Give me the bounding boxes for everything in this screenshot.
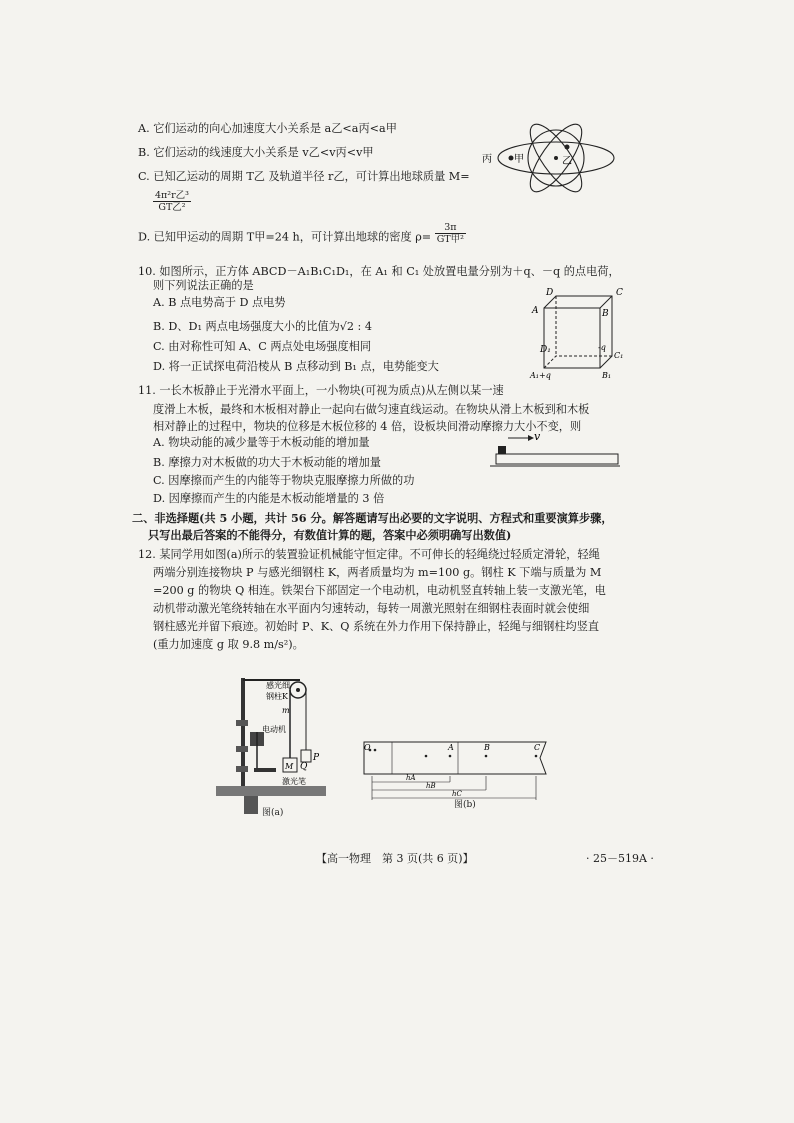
vertex-b1: B₁ bbox=[602, 371, 612, 380]
q9-c-denominator: GT乙² bbox=[158, 202, 186, 213]
q11-stem-2: 度滑上木板，最终和木板相对静止一起向右做匀速直线运动。在物块从滑上木板到和木板 bbox=[153, 403, 590, 416]
satellite-orbits-figure bbox=[480, 114, 620, 202]
q10-option-a: A. B 点电势高于 D 点电势 bbox=[153, 296, 286, 309]
q10-option-c: C. 由对称性可知 A、C 两点处电场强度相同 bbox=[153, 340, 372, 353]
q12-line-4: 动机带动激光笔绕转轴在水平面内匀速转动，每转一周激光照射在细钢柱表面时就会使细 bbox=[153, 602, 590, 615]
mark-o: O bbox=[364, 743, 371, 752]
h-a-label: hA bbox=[406, 774, 416, 782]
figure-b-caption: 图(b) bbox=[454, 800, 476, 810]
q9-option-c-fraction bbox=[153, 190, 191, 213]
q12-line-2: 两端分别连接物块 P 与感光细钢柱 K，两者质量均为 m=100 g。钢柱 K 下端与质量为 M bbox=[153, 566, 602, 579]
q9-option-b: B. 它们运动的线速度大小关系是 v乙<v丙<v甲 bbox=[138, 146, 374, 159]
vertex-d: D bbox=[546, 288, 554, 298]
q9-c-numerator: 4π²r乙³ bbox=[155, 190, 189, 201]
cube-figure bbox=[528, 286, 628, 382]
label-laser: 激光笔 bbox=[282, 777, 306, 786]
q11-option-a: A. 物块动能的减少量等于木板动能的增加量 bbox=[153, 436, 370, 449]
q10-option-d: D. 将一正试探电荷沿棱从 B 点移动到 B₁ 点，电势能变大 bbox=[153, 360, 439, 373]
q9-option-a: A. 它们运动的向心加速度大小关系是 a乙<a丙<a甲 bbox=[138, 122, 397, 135]
q9-d-denominator: GT甲² bbox=[436, 234, 464, 245]
apparatus-figure-a bbox=[210, 668, 340, 818]
q9-option-c: C. 已知乙运动的周期 T乙 及轨道半径 r乙，可计算出地球质量 M= bbox=[138, 170, 470, 183]
vertex-a: A bbox=[532, 306, 539, 316]
page-footer: 【高一物理 第 3 页(共 6 页)】 bbox=[316, 852, 474, 865]
label-rod-2: 钢柱K bbox=[266, 692, 288, 701]
section-2-line-2: 只写出最后答案的不能得分，有数值计算的题，答案中必须明确写出数值) bbox=[148, 528, 512, 542]
q12-line-1: 12. 某同学用如图(a)所示的装置验证机械能守恒定律。不可伸长的轻绳绕过轻质定滑轮，轻绳 bbox=[138, 548, 600, 561]
q10-option-b: B. D、D₁ 两点电场强度大小的比值为√2 : 4 bbox=[153, 320, 372, 333]
mark-a: A bbox=[448, 743, 454, 752]
label-p: P bbox=[313, 753, 320, 763]
board-block-figure bbox=[488, 428, 622, 470]
label-yi: 乙 bbox=[562, 156, 572, 167]
charge-negative: -q bbox=[598, 343, 606, 352]
h-c-label: hC bbox=[452, 790, 462, 798]
vertex-a1: A₁+q bbox=[530, 371, 551, 380]
label-rod-1: 感光细 bbox=[266, 681, 290, 690]
section-2-line-1: 二、非选择题(共 5 小题，共计 56 分。解答题请写出必要的文字说明、方程式和重要演算步骤， bbox=[132, 511, 613, 525]
label-jia: 甲 bbox=[514, 154, 524, 165]
q12-line-3: =200 g 的物块 Q 相连。铁架台下部固定一个电动机，电动机竖直转轴上装一支激光笔，电 bbox=[153, 584, 606, 597]
figure-a-caption: 图(a) bbox=[262, 808, 284, 818]
q12-line-5: 钢柱感光并留下痕迹。初始时 P、K、Q 系统在外力作用下保持静止，轻绳与细钢柱均竖直 bbox=[153, 620, 600, 633]
velocity-label: v bbox=[534, 430, 541, 443]
label-m-small: m bbox=[282, 706, 290, 715]
q11-option-b: B. 摩擦力对木板做的功大于木板动能的增加量 bbox=[153, 456, 381, 469]
label-m-big: M bbox=[285, 762, 294, 771]
q11-stem-1: 11. 一长木板静止于光滑水平面上，一小物块(可视为质点)从左侧以某一速 bbox=[138, 384, 504, 397]
label-q: Q bbox=[300, 762, 308, 772]
exam-code: · 25－519A · bbox=[586, 852, 654, 865]
vertex-d1: D₁ bbox=[540, 345, 551, 355]
q11-stem-3: 相对静止的过程中，物块的位移是木板位移的 4 倍，设板块间滑动摩擦力大小不变，则 bbox=[153, 420, 582, 433]
q12-line-6: (重力加速度 g 取 9.8 m/s²)。 bbox=[153, 638, 304, 651]
vertex-b: B bbox=[602, 309, 609, 319]
q11-option-d: D. 因摩擦而产生的内能是木板动能增量的 3 倍 bbox=[153, 492, 385, 505]
q10-stem-1: 10. 如图所示，正方体 ABCD－A₁B₁C₁D₁，在 A₁ 和 C₁ 处放置电量分别为＋q、－q 的点电荷， bbox=[138, 265, 620, 278]
q11-option-c: C. 因摩擦而产生的内能等于物块克服摩擦力所做的功 bbox=[153, 474, 415, 487]
mark-c: C bbox=[534, 743, 541, 752]
vertex-c1: C₁ bbox=[614, 351, 624, 360]
q9-d-numerator: 3π bbox=[435, 222, 466, 234]
mark-b: B bbox=[484, 743, 490, 752]
q9-option-d-text: D. 已知甲运动的周期 T甲=24 h，可计算出地球的密度 ρ= bbox=[138, 230, 432, 244]
h-b-label: hB bbox=[426, 782, 436, 790]
label-motor: 电动机 bbox=[262, 725, 286, 734]
label-bing: 丙 bbox=[482, 154, 492, 165]
vertex-c: C bbox=[616, 288, 623, 298]
q10-stem-2: 则下列说法正确的是 bbox=[153, 279, 254, 292]
